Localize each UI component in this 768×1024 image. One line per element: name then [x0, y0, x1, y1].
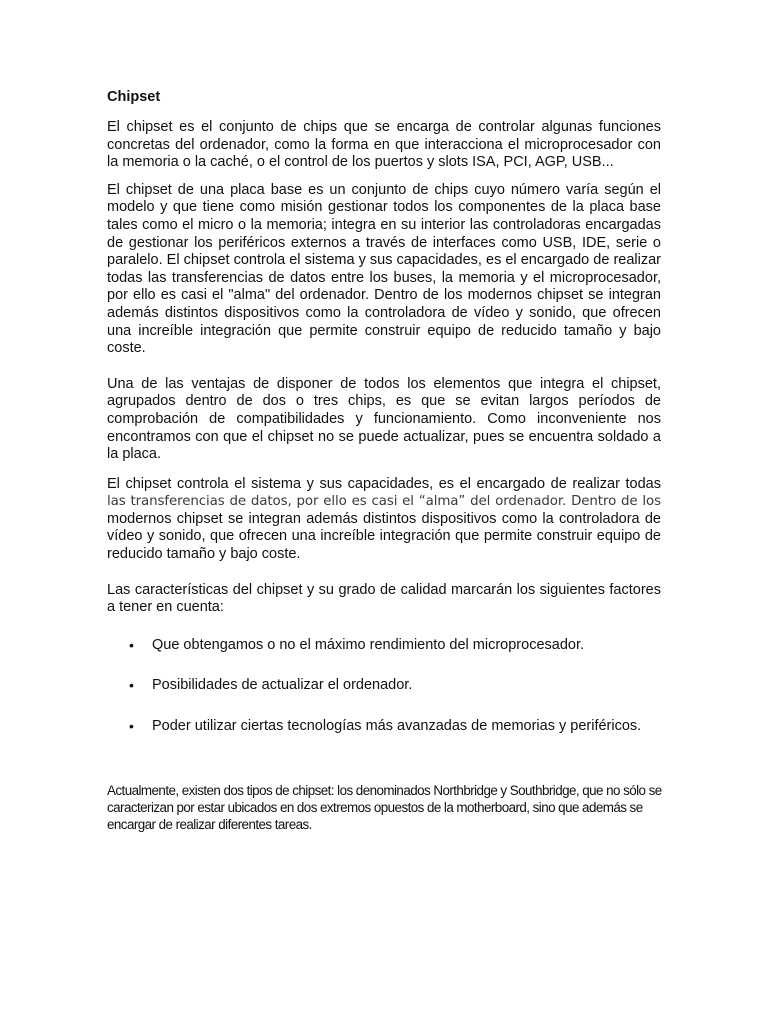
paragraph-control-part-2: las transferencias de datos, por ello es casi el “alma” del ordenador. Dentro de los	[107, 494, 661, 510]
list-item	[107, 677, 661, 695]
list-item	[107, 637, 661, 655]
paragraph-control-part-1: El chipset controla el sistema y sus capacidades, es el encargado de realizar todas	[107, 475, 661, 492]
paragraph-characteristics-intro: Las características del chipset y su grado de calidad marcarán los siguientes factores a tener en cuenta:	[107, 581, 661, 616]
paragraph-control-part-3: modernos chipset se integran además distintos dispositivos como la controladora de vídeo y sonido, que ofrecen una increíble integración que permite construir equipo de reducido tamaño y bajo coste.	[107, 510, 661, 563]
list-item-text: Poder utilizar ciertas tecnologías más avanzadas de memorias y periféricos.	[152, 718, 642, 735]
paragraph-advantages: Una de las ventajas de disponer de todos los elementos que integra el chipset, agrupados dentro de dos o tres chips, es que se evitan largos períodos de comprobación de compatibilidades y funcionamiento. Como inconveniente nos encontramos con que el chipset no se puede actualizar, pues se encuentra soldado a la placa.	[107, 375, 661, 463]
paragraph-control-system	[107, 476, 661, 564]
factors-list	[107, 637, 661, 736]
paragraph-motherboard-chipset: El chipset de una placa base es un conjunto de chips cuyo número varía según el modelo y que tiene como misión gestionar todos los componentes de la placa base tales como el micro o la memoria; integra en su interior las controladoras encargadas de gestionar los periféricos externos a través de interfaces como USB, IDE, serie o paralelo. El chipset controla el sistema y sus capacidades, es el encargado de realizar todas las transferencias de datos entre los buses, la memoria y el microprocesador, por ello es casi el "alma" del ordenador. Dentro de los modernos chipset se integran además distintos dispositivos como la controladora de vídeo y sonido, que ofrecen una increíble integración que permite construir equipo de reducido tamaño y bajo coste.	[107, 181, 661, 357]
list-item-text: Posibilidades de actualizar el ordenador.	[152, 677, 413, 694]
list-item	[107, 718, 661, 736]
list-item-text: Que obtengamos o no el máximo rendimiento del microprocesador.	[152, 636, 585, 653]
bullet-icon: •	[129, 718, 134, 735]
bullet-icon: •	[129, 677, 134, 694]
paragraph-definition: El chipset es el conjunto de chips que se encarga de controlar algunas funciones concretas del ordenador, como la forma en que interacciona el microprocesador con la memoria o la caché, o el control de los puertos y slots ISA, PCI, AGP, USB...	[107, 119, 661, 171]
bullet-icon: •	[129, 636, 134, 653]
document-page	[107, 88, 661, 843]
document-title: Chipset	[107, 89, 161, 105]
paragraph-chipset-types: Actualmente, existen dos tipos de chipset: los denominados Northbridge y Southbridge, que no sólo se caracterizan por estar ubicados en dos extremos opuestos de la motherboard, sino que además se encargar de realizar diferentes tareas.	[107, 782, 662, 832]
